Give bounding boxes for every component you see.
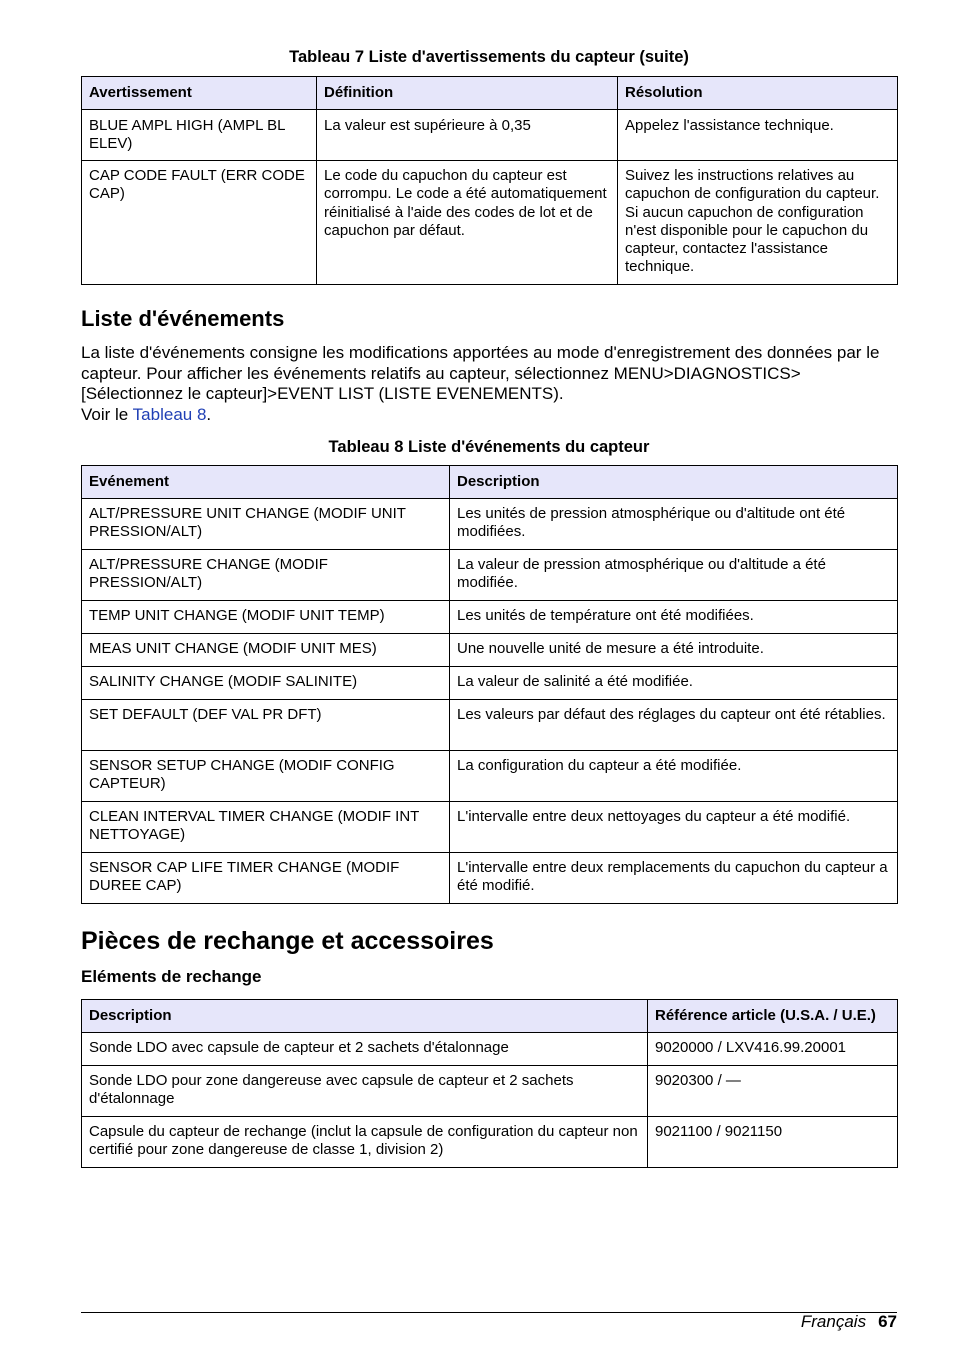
table7-cell: La valeur est supérieure à 0,35 [317,110,618,161]
table7-cell: Appelez l'assistance technique. [618,110,898,161]
table-row [82,499,898,550]
parts-cell: Capsule du capteur de rechange (inclut la capsule de configuration du capteur non certifié pour zone dangereuse de classe 1, division 2) [82,1117,648,1168]
table7-caption: Tableau 7 Liste d'avertissements du capteur (suite) [289,48,689,66]
table8-header-description: Description [450,466,898,499]
table-row [82,634,898,667]
table8-link[interactable]: Tableau 8 [132,405,207,425]
table-row [82,550,898,601]
table-row [82,1033,898,1066]
table7-header-definition: Définition [317,77,618,110]
table7 [81,76,898,285]
table7-cell: Suivez les instructions relatives au capuchon de configuration du capteur. Si aucun capuchon de configuration n'est disponible pour le capuchon du capteur, contactez l'assistance technique. [618,161,898,285]
table8-cell: SENSOR SETUP CHANGE (MODIF CONFIG CAPTEUR) [82,751,450,802]
parts-header-description: Description [82,1000,648,1033]
table7-header-warning: Avertissement [82,77,317,110]
events-heading: Liste d'événements [81,306,285,331]
table-row [82,110,898,161]
footer-language: Français [800,1312,867,1331]
table8-cell: La valeur de pression atmosphérique ou d'altitude a été modifiée. [450,550,898,601]
table8-header-event: Evénement [82,466,450,499]
table8-cell: MEAS UNIT CHANGE (MODIF UNIT MES) [82,634,450,667]
table8-cell: L'intervalle entre deux nettoyages du capteur a été modifié. [450,802,898,853]
events-paragraph-see [81,405,897,426]
table8-cell: Les unités de pression atmosphérique ou d'altitude ont été modifiées. [450,499,898,550]
table7-cell: CAP CODE FAULT (ERR CODE CAP) [82,161,317,285]
table8-cell: Les unités de température ont été modifiées. [450,601,898,634]
table-row [82,667,898,700]
parts-cell: Sonde LDO pour zone dangereuse avec capsule de capteur et 2 sachets d'étalonnage [82,1066,648,1117]
parts-table [81,999,898,1168]
table7-header-resolution: Résolution [618,77,898,110]
parts-subheading: Eléments de rechange [81,967,262,986]
table8-cell: Une nouvelle unité de mesure a été introduite. [450,634,898,667]
period: . [206,405,212,425]
table7-cell: BLUE AMPL HIGH (AMPL BL ELEV) [82,110,317,161]
table-row [82,601,898,634]
parts-header-reference: Référence article (U.S.A. / U.E.) [648,1000,898,1033]
table8-caption: Tableau 8 Liste d'événements du capteur [328,438,650,456]
table8-cell: TEMP UNIT CHANGE (MODIF UNIT TEMP) [82,601,450,634]
table-row [82,161,898,285]
events-paragraph [81,343,897,426]
page-footer [801,1311,897,1333]
parts-cell: 9021100 / 9021150 [648,1117,898,1168]
table8-cell: ALT/PRESSURE CHANGE (MODIF PRESSION/ALT) [82,550,450,601]
table-row [82,751,898,802]
see-text: Voir le [81,405,133,425]
table8-cell: Les valeurs par défaut des réglages du capteur ont été rétablies. [450,700,898,751]
footer-divider [81,1312,897,1313]
table-row [82,1117,898,1168]
table-row [82,1066,898,1117]
table-row [82,802,898,853]
events-paragraph-text: La liste d'événements consigne les modifications apportées au mode d'enregistrement des données par le capteur. Pour afficher les événements relatifs au capteur, sélectionnez MENU>DIAGNOSTICS>[Sélectionnez le capteur]>EVENT LIST (LISTE EVENEMENTS). [81,343,880,404]
table-row [82,853,898,904]
table-row [82,700,898,751]
parts-cell: 9020000 / LXV416.99.20001 [648,1033,898,1066]
parts-heading: Pièces de rechange et accessoires [81,927,494,955]
table8-cell: La valeur de salinité a été modifiée. [450,667,898,700]
parts-cell: Sonde LDO avec capsule de capteur et 2 sachets d'étalonnage [82,1033,648,1066]
page-number: 67 [878,1312,897,1331]
table8-cell: SET DEFAULT (DEF VAL PR DFT) [82,700,450,751]
parts-cell: 9020300 / — [648,1066,898,1117]
table7-cell: Le code du capuchon du capteur est corrompu. Le code a été automatiquement réinitialisé à l'aide des codes de lot et de capuchon par défaut. [317,161,618,285]
table8-cell: L'intervalle entre deux remplacements du capuchon du capteur a été modifié. [450,853,898,904]
table8 [81,465,898,904]
table8-cell: La configuration du capteur a été modifiée. [450,751,898,802]
table8-cell: CLEAN INTERVAL TIMER CHANGE (MODIF INT NETTOYAGE) [82,802,450,853]
table8-cell: ALT/PRESSURE UNIT CHANGE (MODIF UNIT PRESSION/ALT) [82,499,450,550]
table8-cell: SALINITY CHANGE (MODIF SALINITE) [82,667,450,700]
table8-cell: SENSOR CAP LIFE TIMER CHANGE (MODIF DUREE CAP) [82,853,450,904]
